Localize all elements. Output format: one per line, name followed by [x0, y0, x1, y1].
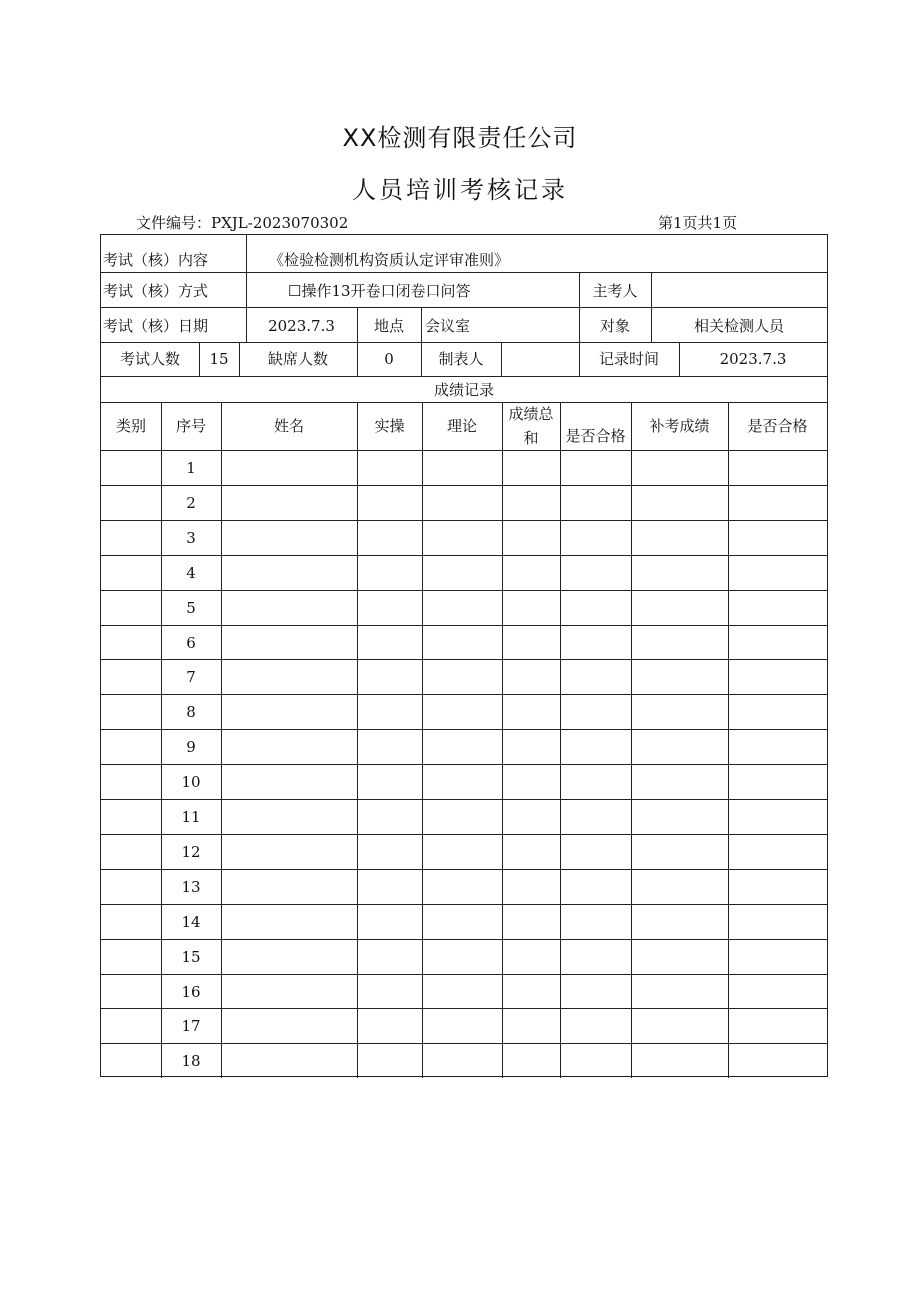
row-number: 15: [181, 947, 201, 966]
date-label: 考试（核）日期: [103, 317, 209, 335]
row-number: 9: [186, 737, 196, 756]
count-value: 15: [209, 350, 229, 368]
content-value: 《检验检测机构资质认定评审准则》: [269, 251, 510, 269]
place-label: 地点: [373, 317, 404, 335]
place-value: 会议室: [425, 317, 471, 335]
form-title: 人员培训考核记录: [352, 176, 568, 204]
record-time-label: 记录时间: [598, 350, 659, 368]
column-header-name: 姓名: [273, 417, 304, 435]
method-value: ☐操作13开卷口闭卷口问答: [288, 282, 471, 300]
column-header-seq: 序号: [175, 417, 206, 435]
row-number: 5: [186, 598, 196, 617]
column-header-total: 成绩总 和: [508, 405, 554, 447]
column-header-theory: 理论: [446, 417, 477, 435]
company-title: XX检测有限责任公司: [342, 124, 578, 152]
page-number: 第1页共1页: [658, 214, 738, 232]
column-header-pass: 是否合格: [565, 427, 626, 445]
column-header-practice: 实操: [374, 417, 405, 435]
record-time-value: 2023.7.3: [719, 350, 787, 368]
count-label: 考试人数: [119, 350, 180, 368]
examiner-label: 主考人: [592, 282, 638, 300]
absent-label: 缺席人数: [267, 350, 328, 368]
row-number: 2: [186, 493, 196, 512]
row-number: 14: [181, 912, 201, 931]
row-number: 8: [186, 702, 196, 721]
record-form-table: [100, 234, 828, 1077]
row-number: 1: [186, 458, 196, 477]
target-label: 对象: [599, 317, 630, 335]
row-number: 18: [181, 1051, 201, 1070]
row-number: 3: [186, 528, 196, 547]
date-value: 2023.7.3: [268, 317, 335, 335]
row-number: 17: [181, 1016, 201, 1035]
maker-value: [501, 342, 579, 376]
score-section-title: 成绩记录: [433, 380, 494, 399]
examiner-value: [651, 274, 827, 308]
method-label: 考试（核）方式: [103, 282, 209, 300]
absent-value: 0: [384, 350, 394, 368]
document-number: 文件编号：PXJL-2023070302: [136, 214, 349, 232]
row-number: 12: [181, 842, 201, 861]
column-header-category: 类别: [115, 417, 146, 435]
row-number: 10: [181, 772, 201, 791]
maker-label: 制表人: [438, 350, 484, 368]
row-number: 11: [181, 807, 201, 826]
row-number: 13: [181, 877, 201, 896]
row-number: 16: [181, 982, 201, 1001]
target-value: 相关检测人员: [693, 317, 784, 335]
content-label: 考试（核）内容: [103, 251, 209, 269]
column-header-makeup: 补考成绩: [649, 417, 710, 435]
column-header-makeup-pass: 是否合格: [747, 417, 808, 435]
row-number: 7: [186, 667, 196, 686]
row-number: 4: [186, 563, 196, 582]
row-number: 6: [186, 633, 196, 652]
